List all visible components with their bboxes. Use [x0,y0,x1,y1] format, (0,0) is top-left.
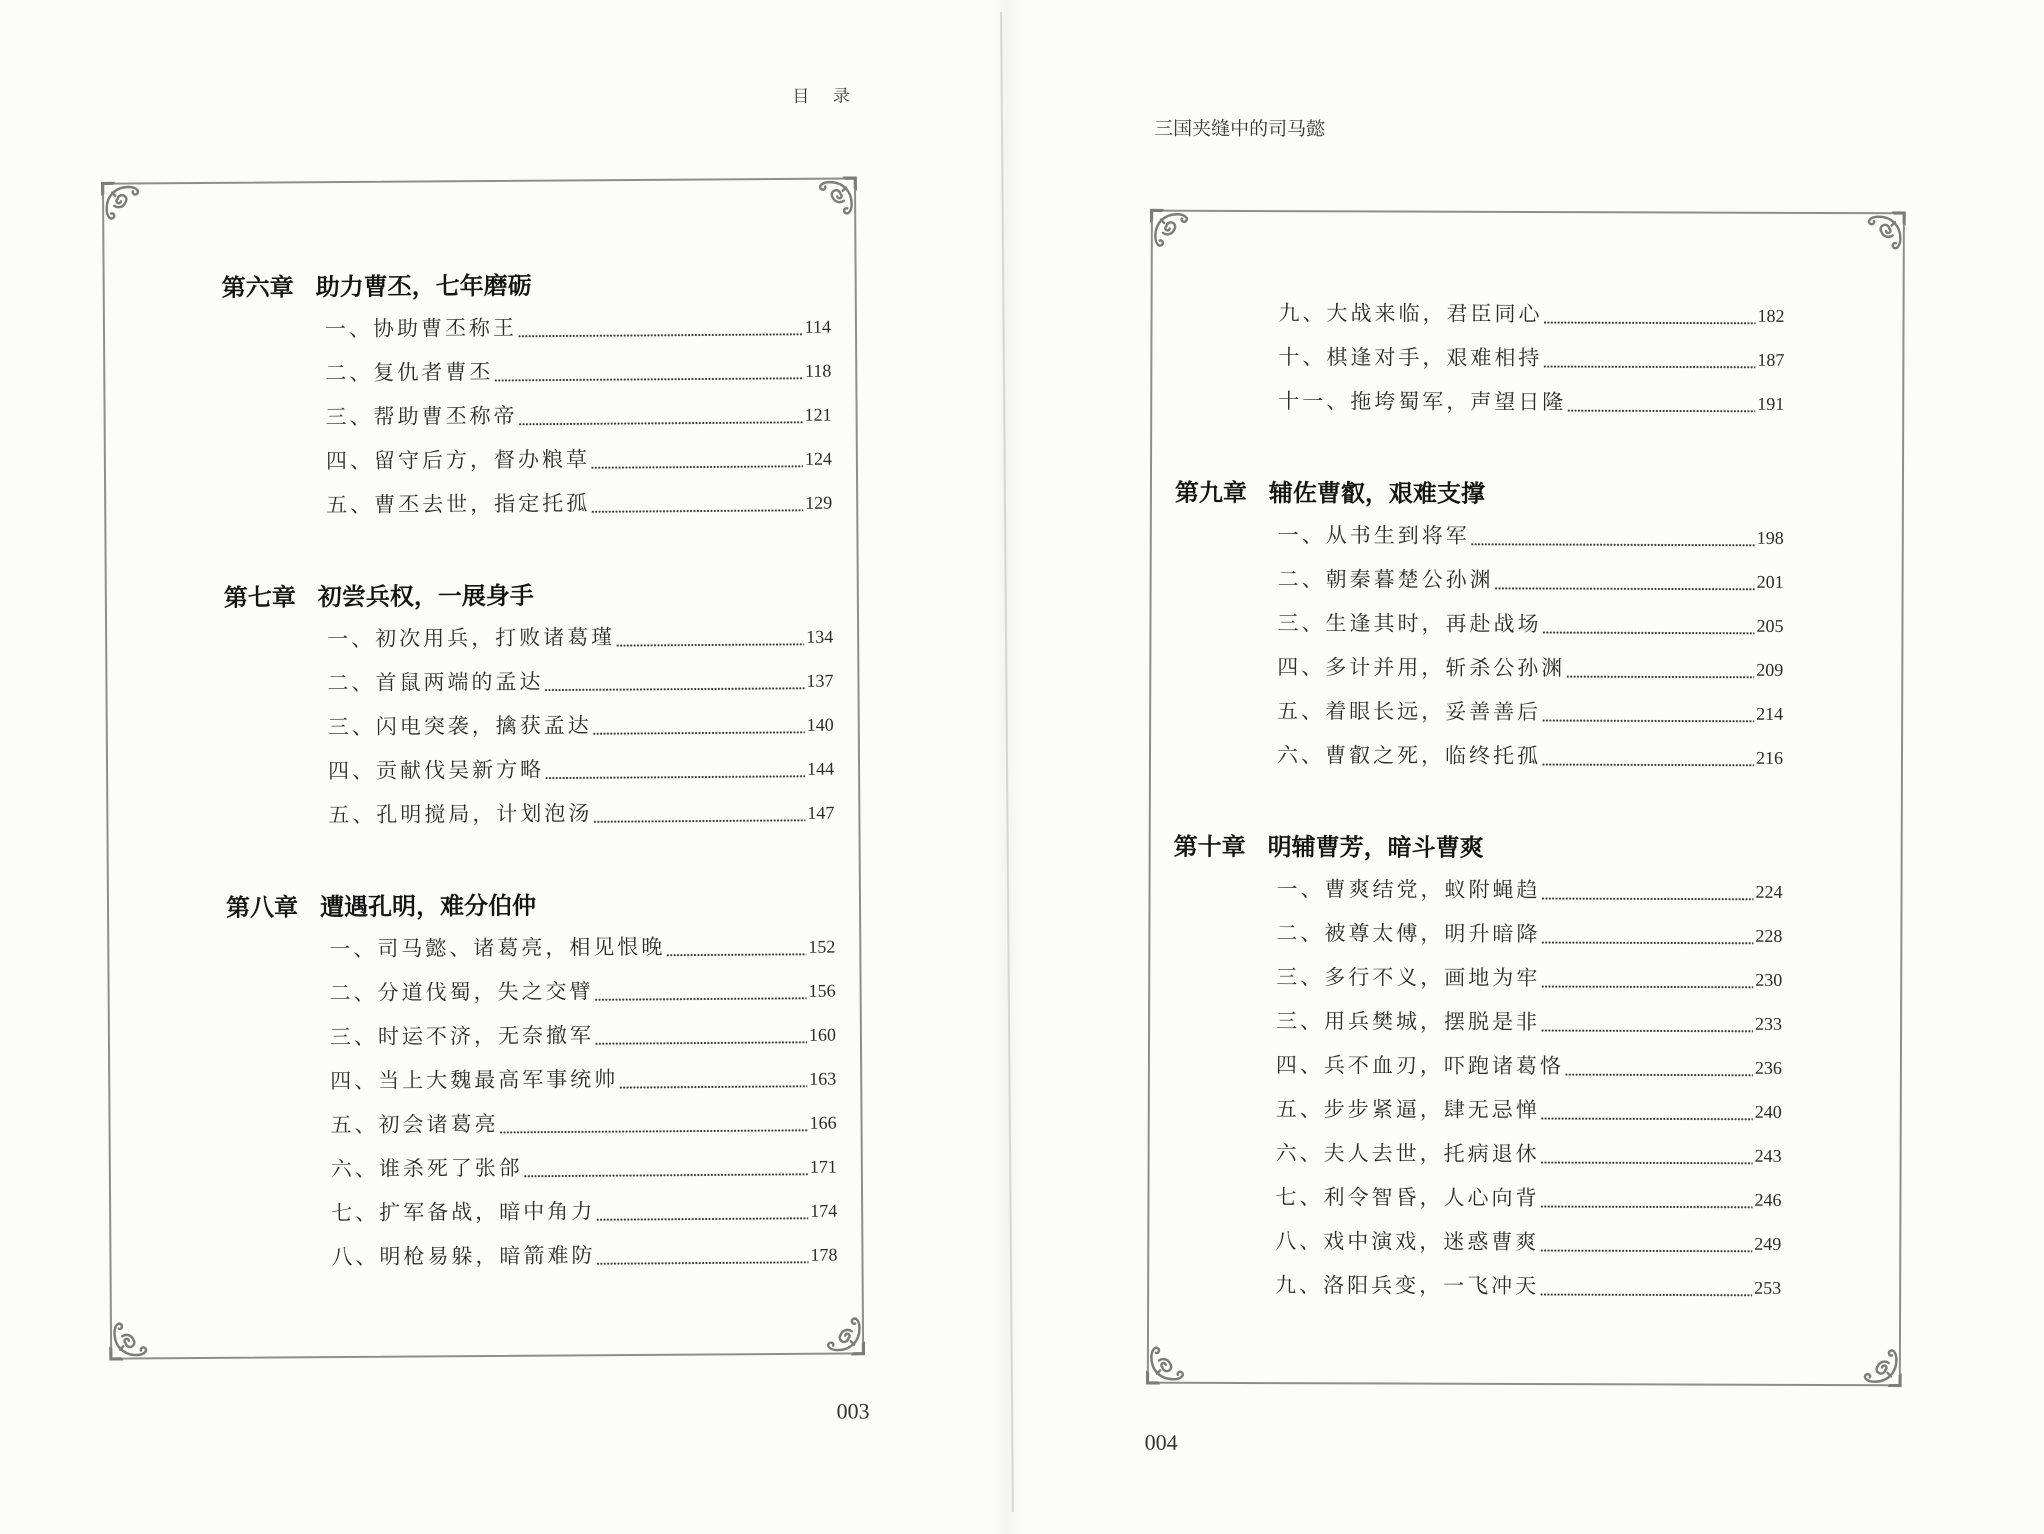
dot-leader [1542,897,1754,901]
dot-leader [1541,1029,1753,1033]
scroll-ornament-icon [109,1316,153,1360]
toc-entry [329,967,835,1015]
scroll-ornament-icon [1858,1343,1902,1387]
toc-entry-page-number: 134 [806,626,834,647]
toc-entry-page-number: 201 [1756,571,1784,592]
toc-entry [331,1187,837,1235]
toc-entry [1278,512,1784,558]
dot-leader [1542,631,1754,635]
scroll-ornament-icon [1150,209,1194,253]
toc-entry-title: 九、大战来临，君臣同心 [1278,301,1543,327]
chapter-section [222,258,884,527]
toc-entry-page-number: 187 [1757,349,1785,370]
toc-entry-title: 四、留守后方，督办粮草 [325,447,590,474]
toc-entry [1278,290,1784,336]
chapter-title: 辅佐曹叡，艰难支撑 [1268,477,1485,508]
scroll-ornament-icon [1146,1341,1190,1385]
dot-leader [1541,941,1753,945]
toc-entry [1278,334,1784,380]
toc-entry-title: 五、曹丕去世，指定托孤 [326,491,591,518]
toc-entry [325,303,831,351]
toc-entry-page-number: 144 [806,758,835,779]
chapter-heading [226,878,886,927]
toc-entry-title: 三、多行不义，画地为牢 [1276,965,1541,991]
dot-leader [595,996,807,1000]
toc-entry-page-number: 147 [807,802,835,823]
toc-entry-title: 七、利令智昏，人心向背 [1275,1185,1540,1211]
toc-entry-title: 五、孔明搅局，计划泡汤 [328,801,593,828]
toc-entry [1277,600,1783,646]
toc-entry-title: 一、从书生到将军 [1277,523,1470,548]
toc-entry-page-number: 230 [1755,969,1783,990]
dot-leader [591,464,803,468]
chapter-heading [1175,468,1835,514]
toc-list [1172,290,1836,1308]
chapter-heading [224,568,884,617]
toc-entry [328,745,834,793]
page-number: 004 [1144,1429,1178,1455]
toc-entry-page-number: 140 [806,714,834,735]
toc-entry-page-number: 114 [804,316,832,337]
toc-entry-page-number: 160 [808,1024,836,1045]
toc-entry-title: 七、扩军备战，暗中角力 [331,1199,596,1226]
toc-entry-page-number: 166 [809,1112,837,1133]
toc-entry [327,613,833,661]
toc-entry [331,1143,837,1191]
toc-entry [1277,644,1783,690]
dot-leader [666,952,806,956]
dot-leader [1540,1249,1752,1253]
toc-entry-title: 四、兵不血刃，吓跑诸葛恪 [1275,1053,1564,1079]
toc-entry-page-number: 191 [1757,393,1785,414]
toc-entry [1276,954,1782,1000]
dot-leader [1542,719,1754,723]
dot-leader [616,642,804,646]
toc-entry [1275,1262,1781,1308]
dot-leader [524,1172,808,1177]
dot-leader [1495,586,1755,590]
toc-entry-page-number: 182 [1757,305,1785,326]
toc-entry-title: 二、分道伐蜀，失之交臂 [329,979,594,1006]
toc-entry-title: 八、戏中演戏，迷惑曹爽 [1275,1229,1540,1255]
toc-entry-page-number: 171 [809,1156,837,1177]
toc-entry-title: 四、多计并用，斩杀公孙渊 [1277,655,1566,681]
toc-entry [330,1011,836,1059]
toc-entry [331,1231,837,1279]
toc-entry-page-number: 228 [1755,925,1783,946]
chapter-section [1174,468,1835,778]
dot-leader [593,730,805,734]
toc-entry-page-number: 156 [808,980,836,1001]
toc-entry-page-number: 163 [809,1068,837,1089]
dot-leader [596,1216,808,1220]
toc-entry-page-number: 236 [1754,1057,1782,1078]
toc-entry [330,1099,836,1147]
toc-entry-title: 三、闪电突袭，擒获孟达 [327,713,592,740]
chapter-title: 助力曹丕，七年磨砺 [315,270,532,301]
toc-entry [328,701,834,749]
running-header: 目 录 [792,86,856,107]
dot-leader [1541,1117,1753,1121]
right-page [1057,38,2002,1481]
toc-entry [1277,688,1783,734]
dot-leader [1543,365,1755,369]
toc-entry [1276,1086,1782,1132]
toc-entry [326,479,832,527]
toc-entry-page-number: 174 [810,1200,838,1221]
dot-leader [518,332,803,337]
dot-leader [591,508,803,512]
dot-leader [500,1128,808,1133]
toc-entry-title: 三、用兵樊城，摆脱是非 [1276,1009,1541,1035]
toc-entry [1275,1174,1781,1220]
toc-entry [329,923,835,971]
toc-entry-title: 一、司马懿、诸葛亮，相见恨晚 [329,934,666,962]
toc-entry-title: 四、贡献伐吴新方略 [327,757,545,784]
toc-entry-page-number: 224 [1755,881,1783,902]
toc-entry [1276,1130,1782,1176]
toc-entry-title: 三、帮助曹丕称帝 [325,403,518,430]
dot-leader [1565,1073,1753,1077]
toc-entry-page-number: 233 [1755,1013,1783,1034]
toc-entry-title: 十、棋逢对手，艰难相持 [1278,345,1543,371]
toc-entry-title: 三、时运不济，无奈撤军 [329,1023,595,1050]
scroll-ornament-icon [101,181,145,225]
toc-entry [326,435,832,483]
chapter-title: 初尝兵权，一展身手 [317,580,534,611]
dot-leader [544,686,804,691]
toc-entry-title: 六、夫人去世，托病退休 [1275,1141,1540,1167]
chapter-heading [1174,822,1834,868]
toc-entry [328,789,834,837]
page-number: 003 [836,1398,870,1424]
chapter-section [226,878,889,1279]
toc-entry [1275,1218,1781,1264]
chapter-title: 遭遇孔明，难分伯仲 [319,890,537,921]
dot-leader [1471,542,1755,546]
chapter-number: 第十章 [1173,831,1246,861]
toc-entry-title: 八、明枪易躲，暗箭难防 [331,1243,596,1270]
toc-entry-title: 三、生逢其时，再赴战场 [1277,611,1542,637]
chapter-number: 第八章 [225,891,299,922]
toc-entry-page-number: 198 [1756,527,1784,548]
toc-entry-page-number: 253 [1754,1277,1782,1298]
toc-entry-title: 六、谁杀死了张郃 [330,1155,523,1182]
toc-entry-page-number: 240 [1754,1101,1782,1122]
left-page [35,37,945,1483]
dot-leader [494,376,803,381]
toc-entry-page-number: 121 [804,404,832,425]
toc-entry [325,391,831,439]
toc-entry-page-number: 152 [808,936,836,957]
chapter-number: 第七章 [223,581,296,612]
toc-entry-page-number: 243 [1754,1145,1782,1166]
toc-entry-page-number: 124 [804,448,832,469]
toc-entry [1276,910,1782,956]
dot-leader [1542,763,1754,767]
chapter-number: 第六章 [221,271,294,302]
toc-entry-page-number: 216 [1755,747,1784,768]
dot-leader [519,420,803,425]
toc-entry-title: 四、当上大魏最高军事统帅 [330,1067,619,1094]
dot-leader [1540,1293,1752,1297]
toc-entry-page-number: 137 [806,670,834,691]
toc-entry-page-number: 205 [1756,615,1784,636]
toc-entry-title: 二、首鼠两端的孟达 [327,669,544,696]
dot-leader [1540,1205,1752,1209]
toc-entry [1276,866,1782,912]
toc-entry-page-number: 118 [804,360,832,381]
toc-entry [1278,556,1784,602]
toc-entry-page-number: 129 [805,492,833,513]
dot-leader [1567,409,1755,413]
dot-leader [593,818,805,822]
scroll-ornament-icon [813,176,857,220]
scroll-ornament-icon [1862,211,1906,255]
chapter-section [224,568,886,837]
dot-leader [545,774,805,779]
toc-entry-title: 二、复仇者曹丕 [325,359,494,386]
toc-entry [330,1055,836,1103]
chapter-heading [222,258,882,307]
running-header: 三国夹缝中的司马懿 [1154,117,1326,141]
toc-entry [1276,1042,1782,1088]
toc-entry-page-number: 246 [1754,1189,1782,1210]
dot-leader [1566,675,1754,679]
toc-entry-page-number: 178 [810,1244,838,1265]
toc-entry [325,347,831,395]
toc-entry-page-number: 214 [1756,703,1784,724]
dot-leader [1544,321,1756,325]
toc-entry-title: 一、初次用兵，打败诸葛瑾 [327,625,616,652]
toc-entry-title: 六、曹叡之死，临终托孤 [1276,743,1542,769]
toc-entry-title: 五、着眼长远，妥善善后 [1277,699,1542,725]
dot-leader [619,1084,807,1088]
dot-leader [1541,985,1753,989]
toc-entry-title: 二、朝秦暮楚公孙渊 [1277,567,1494,592]
dot-leader [595,1040,807,1044]
toc-entry [1278,378,1784,424]
toc-entry [1276,998,1782,1044]
toc-list [222,258,889,1279]
chapter-section [1172,822,1834,1308]
toc-entry-title: 五、初会诸葛亮 [330,1111,499,1138]
toc-entry-page-number: 249 [1754,1233,1782,1254]
toc-entry-title: 十一、拖垮蜀军，声望日隆 [1278,389,1567,415]
scroll-ornament-icon [821,1311,865,1355]
toc-entry-title: 二、被尊太傅，明升暗降 [1276,921,1541,947]
chapter-title: 明辅曹芳，暗斗曹爽 [1267,831,1484,862]
toc-entry-title: 五、步步紧逼，肆无忌惮 [1275,1097,1540,1123]
toc-entry-title: 一、协助曹丕称王 [324,315,518,342]
toc-entry-page-number: 209 [1756,659,1784,680]
dot-leader [1541,1161,1753,1165]
toc-entry-title: 九、洛阳兵变，一飞冲天 [1275,1273,1540,1299]
toc-entry [327,657,833,705]
chapter-number: 第九章 [1174,477,1247,507]
toc-entry-title: 一、曹爽结党，蚁附蝇趋 [1276,877,1541,903]
toc-entry [1277,732,1783,778]
dot-leader [597,1260,809,1264]
